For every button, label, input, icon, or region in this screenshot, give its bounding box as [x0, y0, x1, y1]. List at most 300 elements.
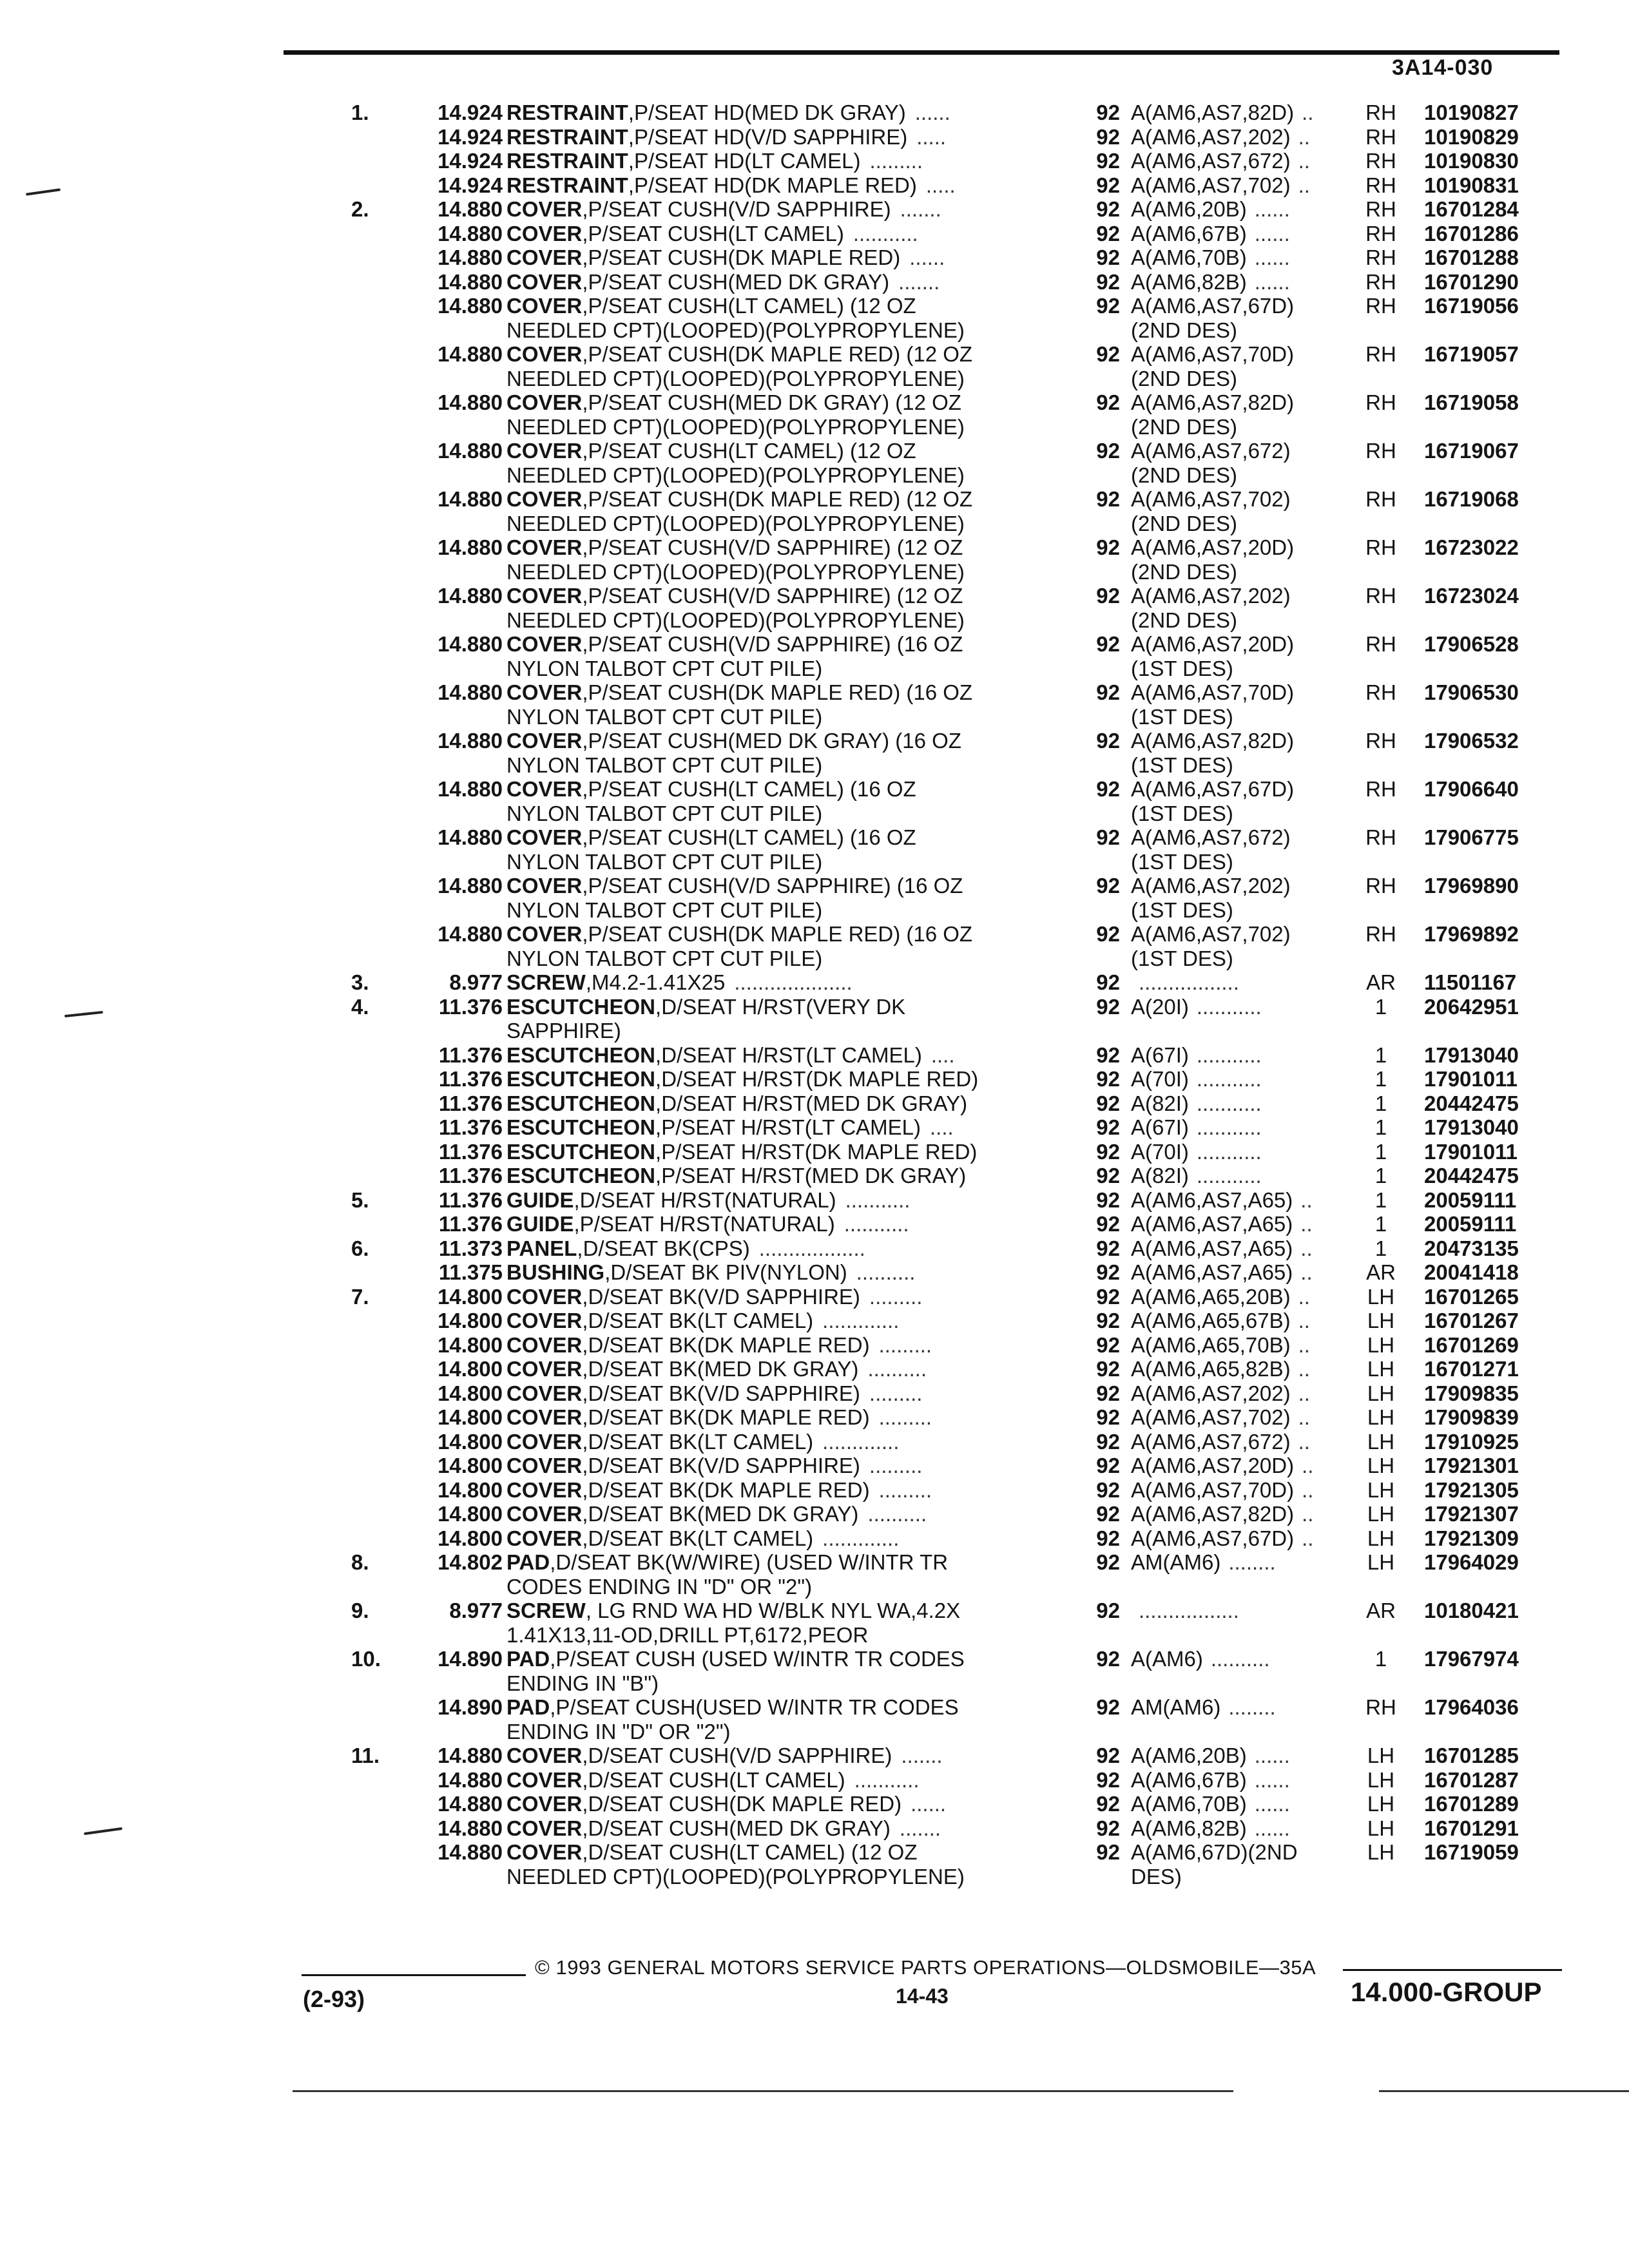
part-description: [506, 1478, 932, 1503]
part-number: 10190827: [1424, 101, 1519, 124]
application-code: A(AM6): [1131, 1647, 1203, 1671]
part-detail: SAPPHIRE): [506, 1019, 621, 1043]
model-year: 92: [1096, 1212, 1120, 1236]
application: [1131, 1744, 1290, 1768]
application: [1131, 802, 1241, 826]
application: [1131, 390, 1302, 415]
application: [1131, 1502, 1313, 1526]
quantity: LH: [1367, 1502, 1395, 1526]
part-number: 10190830: [1424, 149, 1519, 173]
part-number: 16701286: [1424, 221, 1519, 245]
leader-dots: .....: [916, 124, 947, 149]
application: [1131, 1236, 1313, 1261]
quantity: 1: [1374, 1164, 1387, 1187]
application: [1131, 222, 1290, 246]
part-name: COVER: [506, 269, 583, 294]
application-code: A(AM6,AS7,70D): [1131, 680, 1295, 704]
leader-dots: .......: [899, 1816, 941, 1840]
part-description: [506, 1019, 630, 1043]
application: [1131, 1140, 1262, 1164]
group-number: 11.376: [438, 1139, 503, 1164]
quantity: LH: [1367, 1332, 1395, 1357]
model-year: 92: [1096, 1043, 1120, 1067]
model-year: 92: [1096, 970, 1120, 994]
part-detail: ,P/SEAT CUSH(DK MAPLE RED) (16 OZ: [582, 922, 973, 946]
part-detail: ,D/SEAT BK(W/WIRE) (USED W/INTR TR: [550, 1550, 949, 1574]
group-number: 11.376: [438, 1043, 503, 1067]
application: [1131, 1454, 1313, 1478]
part-name: RESTRAINT: [506, 124, 628, 149]
part-description: [506, 1260, 915, 1285]
part-detail: ,P/SEAT CUSH(MED DK GRAY) (12 OZ: [582, 390, 961, 414]
part-name: PAD: [506, 1695, 550, 1719]
part-detail: ,P/SEAT CUSH(DK MAPLE RED) (12 OZ: [582, 487, 973, 511]
application-code: A(AM6,67B): [1131, 221, 1247, 245]
leader-dots: ....: [930, 1115, 954, 1139]
quantity: RH: [1365, 342, 1396, 366]
part-description: [506, 1575, 821, 1599]
application: [1131, 245, 1290, 270]
part-number: 10190829: [1424, 124, 1519, 149]
quantity: RH: [1365, 584, 1396, 608]
leader-dots: ......: [1254, 197, 1290, 221]
model-year: 92: [1096, 729, 1120, 753]
part-name: COVER: [506, 1502, 583, 1526]
application: [1131, 705, 1241, 729]
part-name: COVER: [506, 197, 583, 221]
part-number: 20442475: [1424, 1091, 1519, 1115]
leader-dots: ...........: [845, 1187, 911, 1212]
part-detail: ,P/SEAT HD(DK MAPLE RED): [628, 173, 917, 197]
part-name: COVER: [506, 922, 583, 946]
application-code: A(AM6,82B): [1131, 1816, 1247, 1840]
part-description: [506, 1695, 968, 1720]
quantity: LH: [1367, 1309, 1395, 1332]
part-detail: ENDING IN "B"): [506, 1671, 659, 1695]
model-year: 92: [1096, 1816, 1120, 1840]
part-name: COVER: [506, 487, 583, 511]
application: [1131, 1357, 1310, 1381]
quantity: LH: [1367, 1792, 1395, 1816]
application-code: A(AM6,AS7,70D): [1131, 1477, 1295, 1502]
application-code: (2ND DES): [1131, 463, 1238, 487]
quantity: RH: [1365, 922, 1396, 946]
part-number: 16723022: [1424, 535, 1519, 559]
model-year: 92: [1096, 101, 1120, 124]
quantity: AR: [1366, 970, 1396, 994]
application: [1131, 680, 1302, 705]
quantity: RH: [1365, 294, 1396, 318]
application-code: A(AM6,AS7,202): [1131, 584, 1291, 608]
application-code: A(AM6,67D)(2ND: [1131, 1840, 1298, 1864]
quantity: RH: [1365, 245, 1396, 269]
item-number: 1.: [351, 101, 369, 124]
application-code: A(AM6,AS7,20D): [1131, 632, 1295, 656]
application-code: A(AM6,AS7,702): [1131, 1405, 1291, 1429]
quantity: 1: [1374, 1187, 1387, 1212]
part-name: COVER: [506, 1816, 583, 1840]
application: [1131, 1623, 1139, 1648]
model-year: 92: [1096, 173, 1120, 197]
application-code: A(67I): [1131, 1043, 1189, 1067]
leader-dots: ..: [1298, 1405, 1310, 1429]
part-description: [506, 1043, 955, 1068]
part-detail: NEEDLED CPT)(LOOPED)(POLYPROPYLENE): [506, 511, 965, 535]
part-name: COVER: [506, 874, 583, 898]
application-code: A(AM6,AS7,702): [1131, 173, 1291, 197]
leader-dots: ..: [1298, 149, 1310, 173]
part-description: [506, 294, 925, 318]
application: [1131, 995, 1262, 1019]
margin-mark: [26, 188, 61, 195]
application: [1131, 1695, 1276, 1720]
leader-dots: ...........: [1196, 1164, 1262, 1187]
part-number: 10180421: [1424, 1599, 1519, 1622]
application-code: (1ST DES): [1131, 704, 1233, 729]
part-detail: ,P/SEAT CUSH(V/D SAPPHIRE) (16 OZ: [582, 874, 963, 898]
model-year: 92: [1096, 922, 1120, 946]
group-number: 14.800: [438, 1405, 503, 1429]
application: [1131, 535, 1302, 560]
part-detail: ,P/SEAT CUSH(V/D SAPPHIRE) (12 OZ: [582, 584, 963, 608]
application: [1131, 512, 1245, 536]
part-description: [506, 342, 981, 367]
model-year: 92: [1096, 1309, 1120, 1332]
part-description: [506, 1816, 941, 1841]
quantity: 1: [1374, 1647, 1387, 1671]
part-name: ESCUTCHEON: [506, 1067, 656, 1091]
part-detail: ,D/SEAT BK(V/D SAPPHIRE): [582, 1381, 860, 1405]
part-detail: ,D/SEAT H/RST(DK MAPLE RED): [655, 1067, 979, 1091]
part-detail: ,D/SEAT CUSH(DK MAPLE RED): [582, 1792, 902, 1816]
quantity: RH: [1365, 197, 1396, 221]
group-number: 14.800: [438, 1284, 503, 1309]
part-description: [506, 560, 974, 584]
part-number: 20642951: [1424, 994, 1519, 1019]
model-year: 92: [1096, 149, 1120, 173]
leader-dots: ..: [1302, 1477, 1314, 1502]
application-code: A(67I): [1131, 1115, 1189, 1139]
part-detail: ,P/SEAT CUSH(DK MAPLE RED): [582, 245, 901, 269]
part-detail: NYLON TALBOT CPT CUT PILE): [506, 656, 823, 680]
quantity: LH: [1367, 1816, 1395, 1840]
part-detail: ,P/SEAT CUSH(LT CAMEL) (12 OZ: [582, 294, 916, 318]
leader-dots: ..: [1298, 173, 1310, 197]
application: [1131, 1647, 1270, 1671]
quantity: LH: [1367, 1357, 1395, 1381]
part-number: 17921301: [1424, 1454, 1519, 1477]
part-number: 16701265: [1424, 1284, 1519, 1309]
footer-rule-right: [1343, 1969, 1562, 1971]
page-number: 14-43: [896, 1984, 949, 2008]
application-code: A(AM6,AS7,672): [1131, 825, 1291, 849]
part-number: 17906530: [1424, 680, 1519, 704]
model-year: 92: [1096, 1767, 1120, 1792]
part-number: 17921307: [1424, 1502, 1519, 1526]
part-number: 16719068: [1424, 487, 1519, 511]
application-code: A(AM6,20B): [1131, 197, 1247, 221]
part-detail: ,D/SEAT H/RST(LT CAMEL): [655, 1043, 922, 1067]
copyright-notice: © 1993 GENERAL MOTORS SERVICE PARTS OPERATIONS—OLDSMOBILE—35A: [535, 1956, 1316, 1979]
group-name: 14.000-GROUP: [1351, 1977, 1542, 2007]
part-description: [506, 729, 970, 753]
group-number: 14.800: [438, 1526, 503, 1550]
leader-dots: ..........: [856, 1260, 916, 1284]
quantity: RH: [1365, 680, 1396, 704]
part-description: [506, 705, 831, 729]
application-code: A(82I): [1131, 1091, 1189, 1115]
model-year: 92: [1096, 1792, 1120, 1816]
part-description: [506, 1502, 927, 1526]
model-year: 92: [1096, 1526, 1120, 1550]
part-detail: NEEDLED CPT)(LOOPED)(POLYPROPYLENE): [506, 414, 965, 439]
part-detail: ,P/SEAT CUSH(LT CAMEL): [582, 221, 844, 245]
part-name: COVER: [506, 632, 583, 656]
part-description: [506, 1309, 899, 1333]
part-detail: ,D/SEAT BK(LT CAMEL): [582, 1526, 814, 1550]
group-number: 14.880: [438, 632, 503, 656]
part-description: [506, 850, 831, 874]
part-name: COVER: [506, 1792, 583, 1816]
part-detail: ,P/SEAT CUSH(LT CAMEL) (16 OZ: [582, 777, 916, 801]
model-year: 92: [1096, 221, 1120, 245]
part-name: COVER: [506, 439, 583, 463]
model-year: 92: [1096, 1260, 1120, 1284]
application: [1131, 1671, 1139, 1696]
application-code: A(AM6,A65,82B): [1131, 1357, 1291, 1381]
model-year: 92: [1096, 197, 1120, 221]
leader-dots: ..: [1298, 1284, 1310, 1309]
application-code: (2ND DES): [1131, 414, 1238, 439]
part-detail: ,D/SEAT BK(V/D SAPPHIRE): [582, 1454, 860, 1477]
application: [1131, 825, 1298, 850]
part-number: 16701284: [1424, 197, 1519, 221]
part-number: 20442475: [1424, 1164, 1519, 1187]
leader-dots: ..........: [867, 1357, 927, 1381]
item-number: 7.: [351, 1284, 369, 1309]
part-detail: ,P/SEAT CUSH(USED W/INTR TR CODES: [550, 1695, 959, 1719]
model-year: 92: [1096, 269, 1120, 294]
part-name: SCREW: [506, 1599, 586, 1622]
part-number: 17909835: [1424, 1381, 1519, 1405]
leader-dots: ......: [1254, 1744, 1290, 1767]
part-description: [506, 1744, 943, 1768]
model-year: 92: [1096, 1502, 1120, 1526]
application-code: A(82I): [1131, 1164, 1189, 1187]
bottom-rule-left: [293, 2090, 1233, 2092]
part-number: 17964029: [1424, 1550, 1519, 1574]
quantity: 1: [1374, 1043, 1387, 1067]
part-description: [506, 777, 925, 802]
part-description: [506, 245, 945, 270]
part-description: [506, 1647, 974, 1671]
part-name: COVER: [506, 777, 583, 801]
part-detail: 1.41X13,11-OD,DRILL PT,6172,PEOR: [506, 1622, 869, 1647]
part-detail: ,P/SEAT CUSH(MED DK GRAY): [582, 269, 890, 294]
group-number: 14.880: [438, 584, 503, 608]
application-code: (1ST DES): [1131, 753, 1233, 777]
leader-dots: ..: [1302, 101, 1314, 124]
part-name: PAD: [506, 1550, 550, 1574]
application: [1131, 197, 1290, 222]
application: [1131, 439, 1298, 463]
leader-dots: ..: [1298, 1309, 1310, 1332]
model-year: 92: [1096, 1357, 1120, 1381]
application: [1131, 1405, 1310, 1430]
group-number: 14.890: [438, 1695, 503, 1719]
part-description: [506, 270, 940, 294]
quantity: LH: [1367, 1284, 1395, 1309]
footer-rule-left: [302, 1974, 526, 1976]
group-number: 11.376: [438, 1212, 503, 1236]
leader-dots: ......: [911, 1792, 947, 1816]
part-detail: NYLON TALBOT CPT CUT PILE): [506, 898, 823, 922]
group-number: 14.880: [438, 342, 503, 366]
group-number: 14.880: [438, 390, 503, 414]
application-code: A(AM6,AS7,67D): [1131, 294, 1295, 318]
part-detail: ,D/SEAT BK(MED DK GRAY): [582, 1357, 859, 1381]
part-description: [506, 390, 970, 415]
leader-dots: ..: [1298, 124, 1310, 149]
application: [1131, 1599, 1239, 1623]
application: [1131, 318, 1245, 343]
item-number: 11.: [351, 1744, 380, 1767]
part-description: [506, 318, 974, 343]
model-year: 92: [1096, 1550, 1120, 1574]
application-code: (2ND DES): [1131, 366, 1238, 390]
leader-dots: ......: [909, 245, 945, 269]
part-number: 16701269: [1424, 1332, 1519, 1357]
application-code: AM(AM6): [1131, 1550, 1221, 1574]
part-detail: ,P/SEAT H/RST(LT CAMEL): [655, 1115, 921, 1139]
group-number: 8.977: [449, 970, 503, 994]
leader-dots: .............: [822, 1429, 900, 1454]
page-id: 3A14-030: [1392, 55, 1494, 80]
leader-dots: ..........: [1210, 1647, 1270, 1671]
part-detail: CODES ENDING IN "D" OR "2"): [506, 1574, 813, 1599]
part-description: [506, 1550, 957, 1575]
part-description: [506, 874, 972, 898]
group-number: 14.890: [438, 1647, 503, 1671]
application-code: (1ST DES): [1131, 849, 1233, 874]
application: [1131, 1792, 1290, 1816]
part-number: 17909839: [1424, 1405, 1519, 1429]
application: [1131, 608, 1245, 633]
application-code: A(AM6,AS7,672): [1131, 1429, 1291, 1454]
group-number: 11.375: [438, 1260, 503, 1284]
group-number: 14.800: [438, 1332, 503, 1357]
application-code: A(AM6,AS7,672): [1131, 439, 1291, 463]
quantity: LH: [1367, 1405, 1395, 1429]
model-year: 92: [1096, 874, 1120, 898]
part-description: [506, 1140, 986, 1164]
part-description: [506, 802, 831, 826]
model-year: 92: [1096, 1695, 1120, 1719]
model-year: 92: [1096, 1115, 1120, 1139]
model-year: 92: [1096, 1381, 1120, 1405]
application-code: A(70I): [1131, 1067, 1189, 1091]
part-description: [506, 1357, 927, 1381]
group-number: 11.376: [438, 1164, 503, 1187]
part-name: GUIDE: [506, 1187, 574, 1212]
leader-dots: ..: [1298, 1332, 1310, 1357]
leader-dots: ........: [1228, 1695, 1276, 1719]
group-number: 11.373: [438, 1236, 503, 1260]
part-number: 16701285: [1424, 1744, 1519, 1767]
group-number: 14.880: [438, 680, 503, 704]
part-description: [506, 222, 918, 246]
group-number: 14.800: [438, 1454, 503, 1477]
model-year: 92: [1096, 1139, 1120, 1164]
application: [1131, 1381, 1310, 1406]
quantity: RH: [1365, 173, 1396, 197]
application: [1131, 367, 1245, 391]
application: [1131, 1575, 1139, 1599]
application: [1131, 947, 1241, 971]
part-detail: ,D/SEAT H/RST(MED DK GRAY): [655, 1091, 968, 1115]
part-description: [506, 1333, 932, 1358]
part-number: 16701287: [1424, 1767, 1519, 1792]
application: [1131, 1260, 1313, 1285]
part-description: [506, 1792, 946, 1816]
group-number: 11.376: [438, 1067, 503, 1091]
group-number: 14.802: [438, 1550, 503, 1574]
part-name: COVER: [506, 390, 583, 414]
part-number: 17913040: [1424, 1115, 1519, 1139]
quantity: RH: [1365, 535, 1396, 559]
group-number: 14.880: [438, 777, 503, 801]
model-year: 92: [1096, 994, 1120, 1019]
leader-dots: .............: [822, 1526, 900, 1550]
quantity: RH: [1365, 1695, 1396, 1719]
part-description: [506, 970, 853, 995]
model-year: 92: [1096, 535, 1120, 559]
leader-dots: ...........: [1196, 1067, 1262, 1091]
header-rule: [284, 50, 1559, 55]
part-description: [506, 1164, 975, 1188]
part-description: [506, 125, 946, 149]
application-code: A(AM6,A65,70B): [1131, 1332, 1291, 1357]
part-name: PAD: [506, 1647, 550, 1671]
leader-dots: ..: [1298, 1429, 1310, 1454]
part-number: 17969892: [1424, 922, 1519, 946]
part-number: 16719056: [1424, 294, 1519, 318]
application-code: (2ND DES): [1131, 511, 1238, 535]
application: [1131, 125, 1310, 149]
model-year: 92: [1096, 1477, 1120, 1502]
group-number: 14.924: [438, 173, 503, 197]
leader-dots: ......: [1254, 1792, 1290, 1816]
application: [1131, 657, 1241, 681]
part-detail: ,D/SEAT H/RST(VERY DK: [655, 994, 906, 1019]
part-description: [506, 1285, 922, 1309]
application: [1131, 1285, 1310, 1309]
model-year: 92: [1096, 1091, 1120, 1115]
application-code: DES): [1131, 1864, 1182, 1888]
group-number: 14.880: [438, 1816, 503, 1840]
leader-dots: .......: [898, 269, 940, 294]
application: [1131, 1478, 1313, 1503]
group-number: 14.800: [438, 1429, 503, 1454]
part-number: 17906532: [1424, 729, 1519, 753]
application-code: A(AM6,A65,67B): [1131, 1309, 1291, 1332]
application-code: A(AM6,AS7,67D): [1131, 1526, 1295, 1550]
leader-dots: .........: [878, 1332, 932, 1357]
application-code: A(AM6,70B): [1131, 1792, 1247, 1816]
part-detail: ,P/SEAT CUSH(DK MAPLE RED) (16 OZ: [582, 680, 973, 704]
part-number: 17906528: [1424, 632, 1519, 656]
part-number: 17967974: [1424, 1647, 1519, 1671]
